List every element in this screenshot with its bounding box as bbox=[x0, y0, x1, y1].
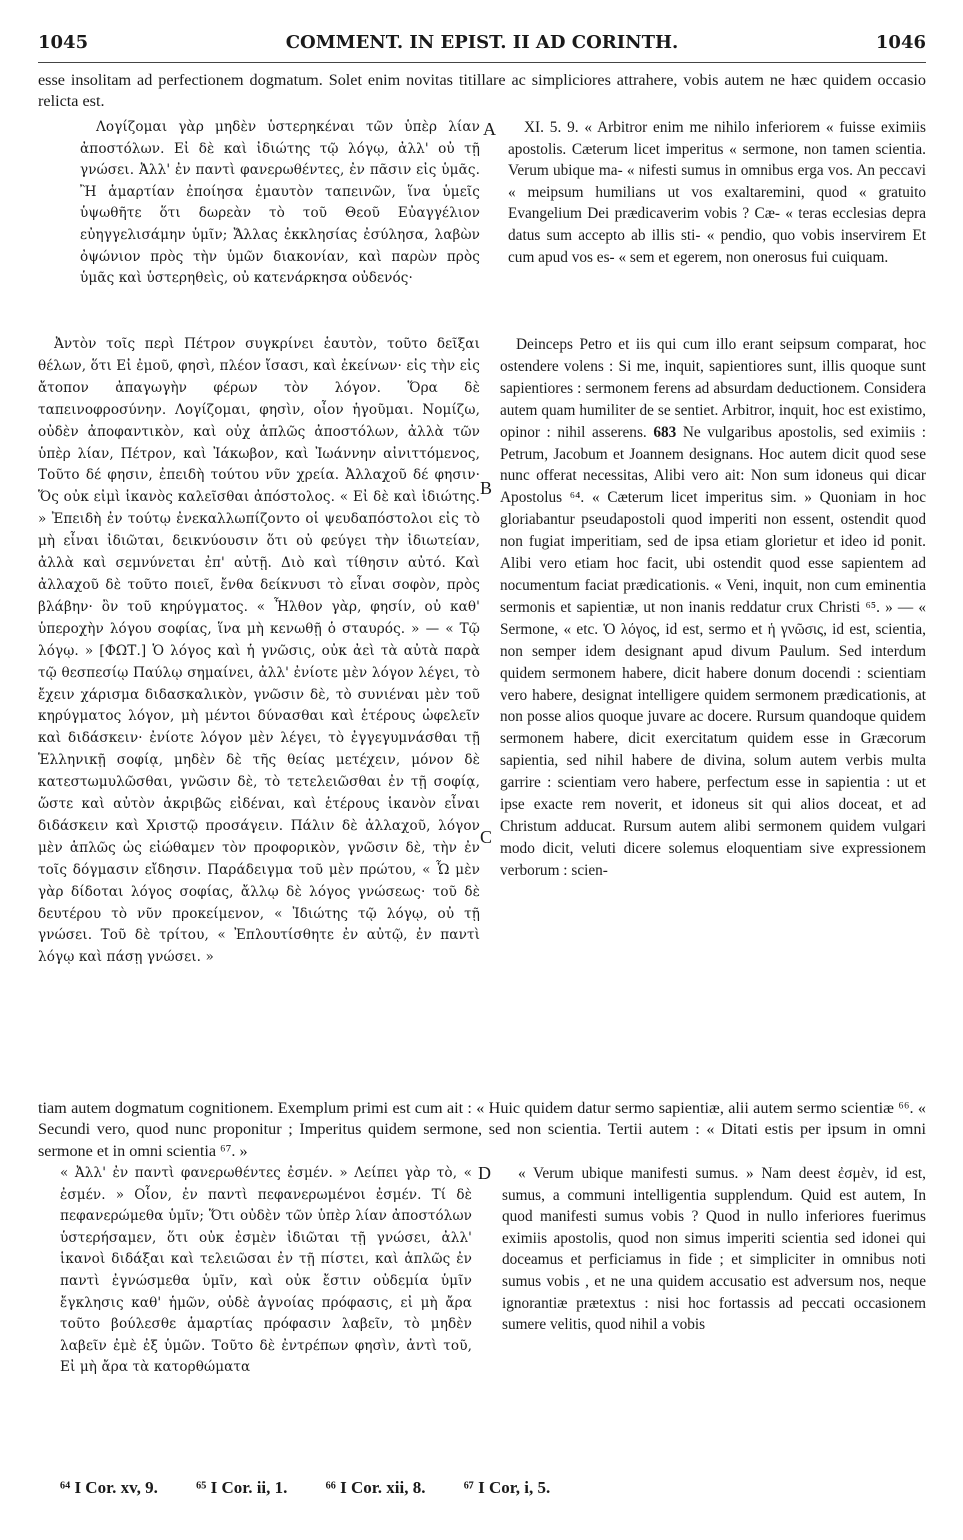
text-run: Deinceps Petro et iis qui cum illo erant seipsum comparat, hoc ostendere volens : Si me, inquit, sapientiores sunt, illis quoque sunt sapientiores : sermonem ferens ad absurdam deductionem. Considera autem quam humiliter de se sentiet. Arbitror, inquit, hoc est existimo, opinor : nihil asserens. bbox=[500, 336, 926, 441]
top-full-text bbox=[38, 70, 926, 113]
column-marker-c: C bbox=[480, 827, 493, 847]
latin-column-d bbox=[502, 1163, 926, 1336]
footnotes bbox=[60, 1478, 584, 1498]
greek-column-d bbox=[60, 1163, 472, 1379]
column-marker-b: B bbox=[480, 478, 493, 498]
latin-paragraph: « Verum ubique manifesti sumus. » Nam deest ἐσμὲν, id est, sumus, a communi intelligentia supplendum. Quid est autem, In quod manifesti sumus vobis ? Quod in nullo inferiores fuerimus eximiis apostolis, quod non simus imperiti scientia sed idonei qui doceamus et perficiamus in fide ; et simpliciter in omnibus noti sumus vobis , et ne una quidem accusatio est adversum nos, neque ignorantiæ prætextus : nisi hoc fortassis ad peccati occasionem sumere velitis, quod nihil a vobis bbox=[502, 1165, 926, 1334]
latin-paragraph: XI. 5. 9. « Arbitror enim me nihilo inferiorem « fuisse eximiis apostolis. Cæterum licet imperitus « sermone, non tamen scientia. Verum ubique ma- « nifesti sumus in omnibus erga vos. An peccavi « meipsum humilians ut vos exaltaremini, quod « gratuito Evangelium Dei prædicaverim vobis ? Cæ- « teras ecclesias depra datus sum accepto ab illis sti- « pendio, quo vobis inservirem Et cum apud vos es- « sem et egerem, non onerosus fui cuiquam. bbox=[508, 119, 926, 266]
left-page-number: 1045 bbox=[38, 32, 89, 53]
column-marker-d: D bbox=[478, 1163, 491, 1183]
footnote: ⁶⁴ I Cor. xv, 9. bbox=[60, 1478, 158, 1497]
page-header bbox=[38, 32, 926, 56]
right-page-number: 1046 bbox=[875, 32, 926, 53]
greek-paragraph: Λογίζομαι γὰρ μηδὲν ὑστερηκέναι τῶν ὑπὲρ λίαν ἀποστόλων. Εἰ δὲ καὶ ἰδιώτης τῷ λόγῳ, ἀλλ' οὐ τῇ γνώσει. Ἀλλ' ἐν παντὶ φανερωθέντες, ἐν πᾶσιν εἰς ὑμᾶς. Ἢ ἁμαρτίαν ἐποίησα ἐμαυτὸν ταπεινῶν, ἵνα ὑμεῖς ὑψωθῆτε ὅτι δωρεὰν τὸ τοῦ Θεοῦ Εὐαγγέλιον εὐηγγελισάμην ὑμῖν; Ἄλλας ἐκκλησίας ἐσύλησα, λαβὼν ὀψώνιον πρὸς τὴν ὑμῶν διακονίαν, καὶ παρὼν πρὸς ὑμᾶς καὶ ὑστερηθεὶς, οὐ κατενάρκησα οὐδενός· bbox=[80, 119, 480, 287]
greek-column-b bbox=[38, 334, 480, 969]
header-rule bbox=[38, 62, 926, 63]
latin-column-b bbox=[500, 334, 926, 882]
paragraph: esse insolitam ad perfectionem dogmatum. Solet enim novitas titillare ac simpliciores attrahere, vobis autem ne hæc quidem occasio relicta est. bbox=[38, 71, 926, 111]
footnote: ⁶⁶ I Cor. xii, 8. bbox=[325, 1478, 426, 1497]
greek-paragraph: « Ἀλλ' ἐν παντὶ φανερωθέντες ἐσμέν. » Λείπει γὰρ τὸ, « ἐσμέν. » Οἷον, ἐν παντὶ πεφανερωμένοι ἐσμέν. Τί δὲ πεφανερώμεθα ὑμῖν; Ὅτι οὐδὲν τῶν ὑπὲρ λίαν ἀποστόλων ὑστερήσαμεν, ὅτι οὐκ ἐσμὲν ἰδιῶται τῇ γνώσει, ἀλλ' ἱκανοὶ διδάξαι καὶ τελειῶσαι ἐν τῇ πίστει, καὶ ἁπλῶς ἐν παντὶ ἐγνώσμεθα ὑμῖν, καὶ οὐκ ἔστιν οὐδεμία ὑμῖν ἔγκλησις καθ' ἡμῶν, οὐδὲ ἀγνοίας πρόφασις, εἰ μὴ ἄρα τοῦτο βούλεσθε ἁμαρτίας πρόφασιν λαβεῖν, τὸ μηδὲν λαβεῖν ἐμὲ ἐξ ὑμῶν. Τοῦτο δὲ ἐντρέπων φησὶν, ἀντὶ τοῦ, Εἰ μὴ ἄρα τὰ κατορθώματα bbox=[60, 1165, 472, 1376]
latin-column-a bbox=[508, 117, 926, 268]
greek-paragraph: Ἀντὸν τοῖς περὶ Πέτρον συγκρίνει ἑαυτὸν, τοῦτο δεῖξαι θέλων, ὅτι Εἰ ἐμοῦ, φησὶ, πλέον ἴσασι, καὶ ἐκείνων· εἰς τὴν εἰς ἄτοπον ἀπαγωγὴν φέρων τὸν λόγον. Ὅρα δὲ ταπεινοφροσύνην. Λογίζομαι, φησὶν, οἶον ἡγοῦμαι. Νομίζω, οὐδὲν ἀποφαντικὸν, καὶ οὐχ ἁπλῶς ἀποστόλων, ἀλλὰ τῶν ὑπὲρ λίαν, Πέτρον, καὶ Ἰάκωβον, καὶ Ἰωάννην αἰνιττόμενος, Τοῦτο δέ φησιν, ἐπειδὴ τούτου νῦν χρεία. Ἀλλαχοῦ δέ φησιν· Ὅς οὐκ εἰμὶ ἱκανὸς καλεῖσθαι ἀπόστολος. « Εἰ δὲ καὶ ἰδιώτης. » Ἐπειδὴ ἐν τούτῳ ἐνεκαλλωπίζοντο οἱ ψευδαπόστολοι εἰς τὸ μὴ εἶναι ἰδιῶται, δεικνύουσιν ὅτι οὐ φεύγει τὴν ἰδιωτείαν, ἀλλὰ καὶ σεμνύνεται ἐπ' αὐτῇ. Διὸ καὶ τίθησιν αὐτό. Καὶ ἀλλαχοῦ δὲ τοῦτο ποιεῖ, ἔνθα δείκνυσι τὸ εἶναι σοφὸν, πρὸς βλάβην· ὂν τοῦ κηρύγματος. « Ἦλθον γὰρ, φησίν, οὐ καθ' ὑπεροχὴν λόγου σοφίας, ἵνα μὴ κενωθῇ ὁ σταυρός. » — « Τῷ λόγῳ. » [ΦΩΤ.] Ὁ λόγος καὶ ἡ γνῶσις, οὐκ ἀεὶ τὰ αὐτὰ παρὰ τῷ θεσπεσίῳ Παύλῳ σημαίνει, ἀλλ' ἐνίοτε μὲν λόγον λέγει, τὸ ἔχειν χάρισμα διδασκαλικὸν, γνῶσιν δὲ, τὸ συνιέναι μὲν τοῦ κηρύγματος λόγον, μὴ μέντοι δύνασθαι καὶ ἑτέρους ὠφελεῖν καὶ διδάσκειν· ἐνίοτε λόγον μὲν λέγει, τὸ ἐγγεγυμνάσθαι τῇ Ἑλληνικῇ σοφίᾳ, μηδὲν δὲ τῆς θείας μετέχειν, μόνον δὲ κατεστωμυλῶσθαι, γνῶσιν δὲ, τὸ τετελειῶσθαι ἐν τῇ σοφίᾳ, ὥστε καὶ αὐτὸν ἀκριβῶς εἰδέναι, καὶ ἑτέρους ἱκανὸν εἶναι διδάσκειν καὶ Χριστῷ προσάγειν. Πάλιν δὲ ἀλλαχοῦ, λόγον μὲν ἁπλῶς ὡς εἰώθαμεν τὸν προφορικὸν, γνῶσιν δὲ, τὴν ἐν τοῖς δόγμασιν εἴδησιν. Παράδειγμα τοῦ μὲν πρώτου, « Ὧ μὲν γὰρ δίδοται λόγος σοφίας, ἄλλῳ δὲ λόγος γνώσεως· τοῦ δὲ δευτέρου τὸ νῦν προκείμενον, « Ἰδιώτης τῷ λόγῳ, οὐ τῇ γνώσει. Τοῦ δὲ τρίτου, « Ἐπλουτίσθητε ἐν αὐτῷ, ἐν παντὶ λόγῳ καὶ πάσῃ γνώσει. » bbox=[38, 336, 480, 966]
greek-column-a bbox=[80, 117, 480, 290]
footnote: ⁶⁵ I Cor. ii, 1. bbox=[196, 1478, 288, 1497]
middle-full-text bbox=[38, 1098, 926, 1162]
paragraph: tiam autem dogmatum cognitionem. Exemplum primi est cum ait : « Huic quidem datur sermo sapientiæ, alii autem sermo scientiæ ⁶⁶. « Secundi vero, quod nunc proponitur ; Imperitus quidem sermone, sed non scientia. Tertii autem : « Ditati estis per ipsum in omni sermone et in omni scientia ⁶⁷. » bbox=[38, 1099, 926, 1160]
text-run: Ne vulgaribus apostolis, sed eximiis : Petrum, Jacobum et Joannem designans. Hoc autem dicit quod sese nunc offerat necessitas, Alibi vero ait: Non sum idoneus qui dicar Apostolus ⁶⁴. « Cæterum licet imperitus sim. » Quoniam in hoc gloriabantur pseudapostoli quod imperiti non essent, ostendit quod non fugiat imperitiam, sed de ipsa etiam glorietur et ideo id ponit. Alibi vero etiam hoc facit, ubi ostendit quod esse sapientem ad nocumentum faciat prædicationis. « Veni, inquit, non cum eminentia sermonis et sapientiæ, ut non inanis reddatur crux Christi ⁶⁵. » — « Sermone, « etc. Ὁ λόγος, id est, sermo et ἡ γνῶσις, id est, scientia, non semper idem designant apud divum Paulum. Sed interdum quidem sermonem habere, dicit habere donum docendi : scientiam vero habere, designat intelligere quidem sermonem prædicationis, at non posse alios quoque juvare ac docere. Rursum quandoque quidem sermonem habere, dicit exercitatum quidem esse in Græcorum sapientia, sed nihil habere de divina, solum autem verbis multa garrire : scientiam vero habere, perfectum esse in sapientia : ut et ipse exacte rem noverit, et idoneus sit qui alios doceat, et ad Christum adducat. Rursum autem alibi sermonem quidem vulgari modo dicit, veluti dicere solemus eloquentiam sive expressionem verborum : scien- bbox=[500, 423, 926, 879]
latin-paragraph bbox=[500, 334, 926, 882]
running-title: COMMENT. IN EPIST. II AD CORINTH. bbox=[285, 32, 679, 53]
footnote: ⁶⁷ I Cor, i, 5. bbox=[463, 1478, 551, 1497]
column-number: 683 bbox=[653, 423, 677, 441]
column-marker-a: A bbox=[483, 119, 496, 139]
